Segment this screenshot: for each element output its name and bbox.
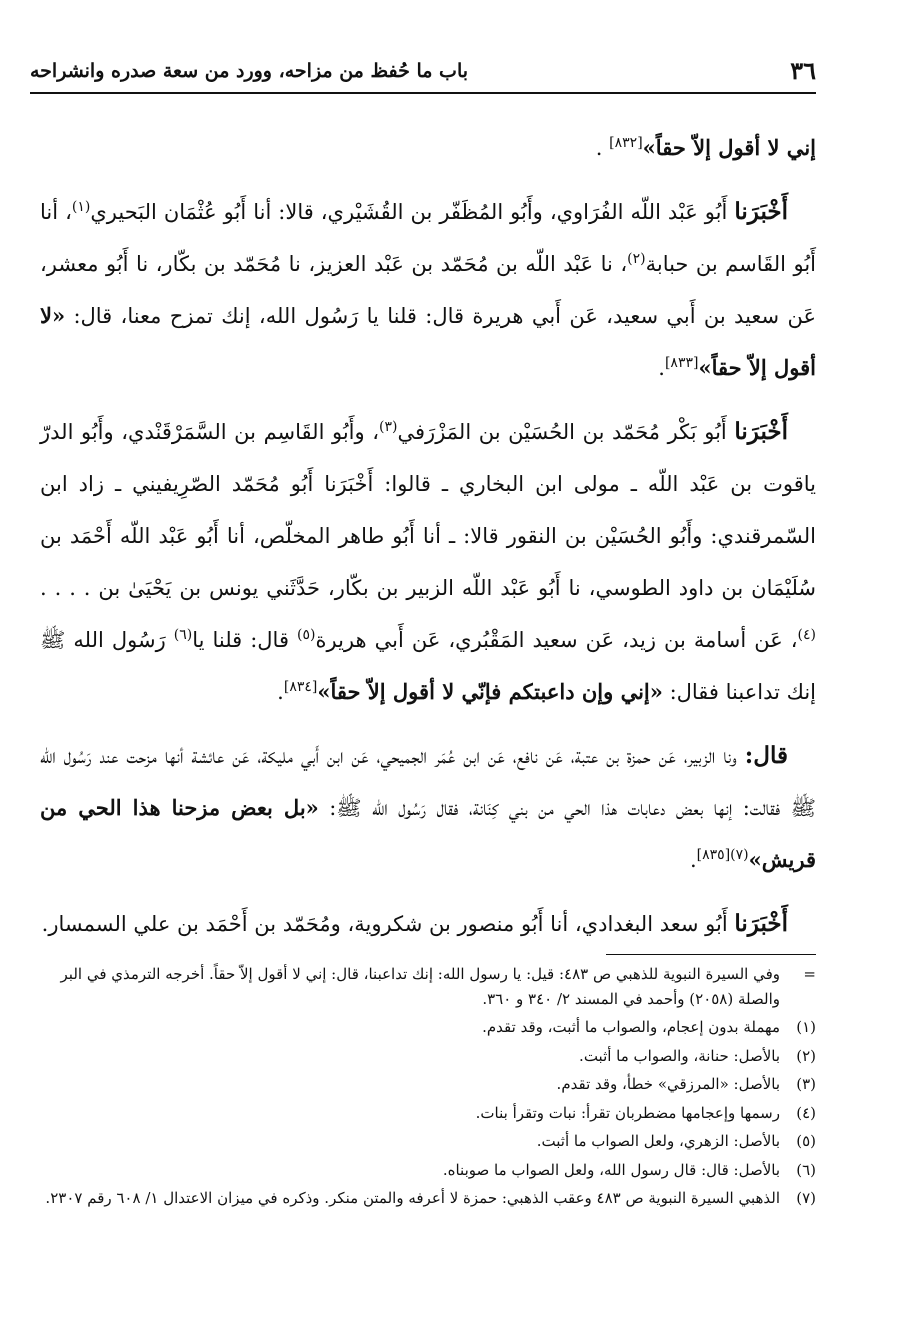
hadith-number: [٨٣٤] xyxy=(283,679,318,695)
footnote-item xyxy=(30,1129,816,1154)
footnote-ref: (٤) xyxy=(797,627,816,643)
footnote-item xyxy=(30,1044,816,1069)
paragraph-lead: أَخْبَرَنا xyxy=(734,198,789,225)
footnote-number: (٧) xyxy=(796,1189,816,1207)
footnotes xyxy=(30,962,816,1211)
paragraph-lead: أَخْبَرَنا xyxy=(734,910,788,937)
footnote-ref: (٣) xyxy=(379,419,398,435)
footnote-text: بالأصل: «المرزقي» خطأ، وقد تقدم. xyxy=(556,1075,780,1093)
footnote-text: الذهبي السيرة النبوية ص ٤٨٣ وعقب الذهبي: حمزة لا أعرفه والمتن منكر. وذكره في ميزان الاعتدال ١/ ٦٠٨ رقم ٢٣٠٧. xyxy=(45,1189,780,1207)
footnote-text: وفي السيرة النبوية للذهبي ص ٤٨٣: قيل: يا رسول الله: إنك تداعبنا، قال: إني لا أقول إلاّ حقاً. أخرجه الترمذي في البر والصلة (٢٠٥٨) وأحمد في المسند ٢/ ٣٤٠ و ٣٦٠. xyxy=(60,965,780,1008)
footnote-item xyxy=(30,1186,816,1211)
paragraph-lead: قال: xyxy=(744,742,788,769)
isnad-text: ، أنا أَبُو القَاسم بن حبابة xyxy=(40,200,817,276)
isnad-text: أَبُو بَكْر مُحَمّد بن الحُسَيْن بن المَزْرَفي xyxy=(397,420,727,444)
paragraph-4 xyxy=(40,730,816,886)
footnote-number: (٣) xyxy=(796,1075,816,1093)
footnote-item xyxy=(30,1015,816,1040)
footnote-item xyxy=(30,1158,816,1183)
paragraph-end: . xyxy=(595,136,603,160)
footnote-ref: (٦) xyxy=(173,627,193,643)
footnote-number: (٢) xyxy=(796,1046,816,1065)
footnote-number: (٥) xyxy=(796,1132,816,1150)
isnad-text: ، نا عَبْد اللّه بن مُحَمّد بن عَبْد العزيز، نا مُحَمّد بن بكّار، نا أَبُو معشر، عَن سعيد بن أَبي سعيد، عَن أَبي هريرة قال: قلنا يا رَسُول الله، إنك تمزح معنا، قال: xyxy=(40,252,816,328)
isnad-text: ونا الزبير، عَن حمزة بن عتبة، عَن نافع، عَن ابن عُمَر الجميحي، عَن ابن أَبي مليكة، عَن عائشة أنها مزحت عند رَسُول الله ﷺ فقالت: إنها بعض دعابات هذا الحي من بني كِنَانة، فقال رَسُول الله ﷺ: xyxy=(40,744,816,820)
isnad-text: قال: قلنا يا xyxy=(192,628,298,652)
paragraph-5 xyxy=(40,898,816,950)
footnote-text: بالأصل: قال: قال رسول الله، ولعل الصواب ما صوبناه. xyxy=(442,1160,780,1179)
paragraph-lead: أَخْبَرَنا xyxy=(734,418,788,445)
footnote-ref: (٧) xyxy=(730,847,749,863)
footnote-text: مهملة بدون إعجام، والصواب ما أثبت، وقد تقدم. xyxy=(482,1018,780,1036)
isnad-text: ، عَن أسامة بن زيد، عَن سعيد المَقْبُري، عَن أَبي هريرة xyxy=(315,628,798,652)
hadith-quote: «بل بعض مزحنا هذا الحي من قريش» xyxy=(40,795,816,872)
hadith-number: [٨٣٥] xyxy=(696,847,731,863)
paragraph-2 xyxy=(40,186,816,394)
footnote-item xyxy=(30,1101,816,1126)
paragraph-end: . xyxy=(658,356,665,380)
footnote-text: بالأصل: حنانة، والصواب ما أثبت. xyxy=(579,1046,780,1065)
continuation-mark: = xyxy=(803,965,816,983)
footnote-ref: (٥) xyxy=(297,627,316,643)
header-divider xyxy=(30,92,816,94)
paragraph-3 xyxy=(40,406,816,718)
footnote-text: رسمها وإعجامها مضطربان تقرأ: نبات وتقرأ بنات. xyxy=(475,1103,780,1122)
isnad-text: أَبُو سعد البغدادي، أنا أَبُو منصور بن شكروية، ومُحَمّد بن أَحْمَد بن علي السمسار. xyxy=(41,912,728,936)
footnote-ref: (١) xyxy=(71,199,91,215)
paragraph-1 xyxy=(40,122,816,174)
footnote-continuation xyxy=(30,962,816,1011)
footnote-ref: (٢) xyxy=(627,251,646,267)
isnad-text: أَبُو عَبْد اللّه الفُرَاوي، وأَبُو المُظَفّر بن القُشَيْري، قالا: أنا أَبُو عُثْمَان البَحيري xyxy=(90,200,728,224)
running-title: باب ما حُفظ من مزاحه، وورد من سعة صدره وانشراحه xyxy=(30,60,469,82)
isnad-text: رَسُول الله ﷺ إنك تداعبنا فقال: xyxy=(40,628,816,704)
paragraph-end: . xyxy=(277,680,284,704)
footnote-number: (٦) xyxy=(796,1160,816,1179)
page-header xyxy=(30,54,816,90)
hadith-quote: «لا أقول إلاّ حقاً» xyxy=(40,303,816,380)
hadith-quote: «إني وإن داعبتكم فإنّي لا أقول إلاّ حقاً» xyxy=(317,679,663,704)
footnote-number: (٤) xyxy=(796,1103,816,1122)
hadith-number: [٨٣٣] xyxy=(664,355,699,371)
hadith-number: [٨٣٢] xyxy=(609,135,643,151)
footnote-text: بالأصل: الزهري، ولعل الصواب ما أثبت. xyxy=(536,1132,780,1150)
paragraph-end: . xyxy=(689,848,697,872)
isnad-text: ، وأَبُو القَاسِم بن السَّمَرْقَنْدي، وأَبُو الدرّ ياقوت بن عَبْد اللّه ـ مولى ابن البخاري ـ قالوا: أَخْبَرَنا أَبُو مُحَمّد الصّرِيفيني ـ زاد ابن السّمرقندي: وأَبُو الحُسَيْن بن النقور قالا: ـ أنا أَبُو طاهر المخلّص، أنا أَبُو عَبْد اللّه أَحْمَد بن سُلَيْمَان بن داود الطوسي، نا أَبُو عَبْد اللّه الزبير بن بكّار، حَدَّثَني يونس بن يَحْيَىٰ بن . . . . xyxy=(40,420,816,600)
footnote-divider xyxy=(606,954,816,955)
hadith-quote: إني لا أقول إلاّ حقاً» xyxy=(642,135,816,160)
page-number: ٣٦ xyxy=(790,56,816,85)
footnote-number: (١) xyxy=(796,1018,816,1036)
main-text xyxy=(40,122,816,962)
footnote-item xyxy=(30,1072,816,1097)
